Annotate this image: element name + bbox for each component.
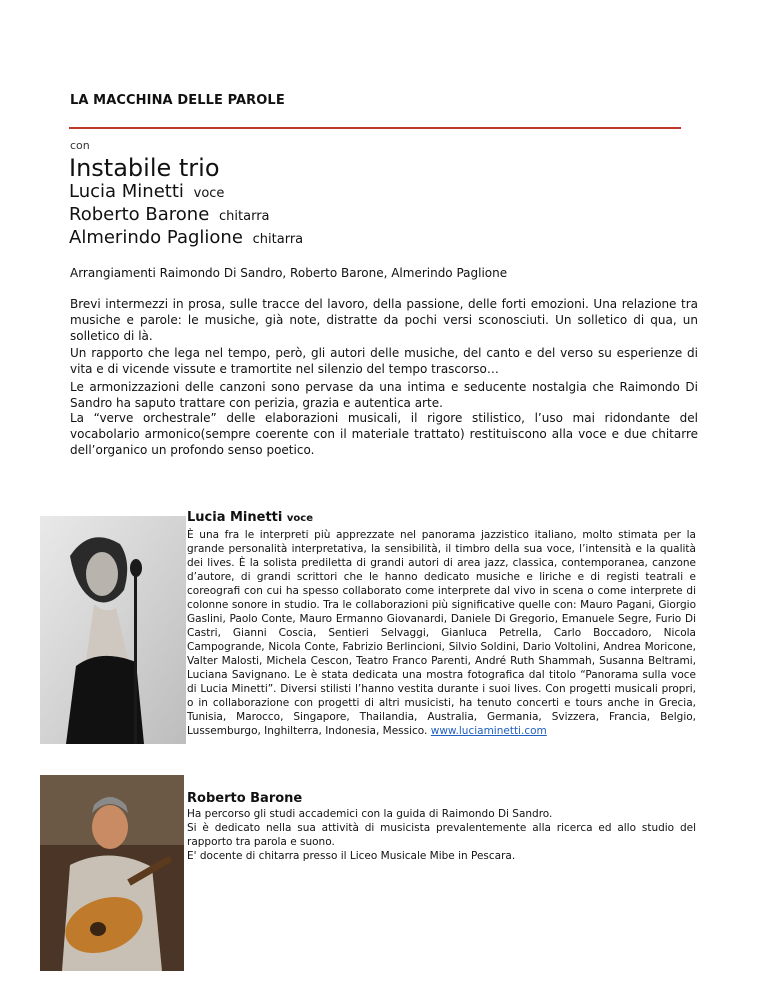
- bio-line: Ha percorso gli studi accademici con la guida di Raimondo Di Sandro.: [187, 808, 553, 820]
- intro-paragraph: Brevi intermezzi in prosa, sulle tracce del lavoro, della passione, delle forti emozioni. Una relazione tra musiche e parole: le musiche, già note, distratte da pochi versi sconosciuti. Un solletico di qua, un solletico di là.: [70, 297, 698, 343]
- member-line: [69, 181, 224, 205]
- bio-name-lucia: [187, 510, 313, 525]
- document-title: LA MACCHINA DELLE PAROLE: [70, 93, 285, 108]
- lucia-minetti-photo: [40, 516, 186, 744]
- member-role: chitarra: [252, 232, 304, 247]
- bio-text-roberto: [187, 807, 696, 863]
- bio-line: Si è dedicato nella sua attività di musicista prevalentemente alla ricerca ed allo studio del rapporto tra parola e suono.: [187, 822, 696, 848]
- website-link[interactable]: www.luciaminetti.com: [430, 725, 547, 737]
- member-name: Almerindo Paglione: [69, 227, 243, 248]
- member-role: voce: [193, 186, 225, 201]
- member-line: [69, 227, 303, 251]
- member-name: Roberto Barone: [69, 204, 210, 225]
- bio-body: È una fra le interpreti più apprezzate nel panorama jazzistico italiano, molto stimata per la grande personalità interpretativa, la sensibilità, il timbro della sua voce, l’intensità e la qualità dei lives. È la solista prediletta di grandi autori di area jazz, classica, contemporanea, canzone d’autore, di grandi scrittori che le hanno dedicato musiche e liriche e di registi teatrali e coreografi con cui ha spesso collaborato come interprete dal vivo in scena o come interprete di colonne sonore in studio. Tra le collaborazioni più significative quelle con: Mauro Pagani, Giorgio Gaslini, Paolo Conte, Mauro Ermanno Giovanardi, Daniele Di Gregorio, Emanuele Segre, Furio Di Castri, Gianni Coscia, Sentieri Selvaggi, Gianluca Petrella, Carlo Boccadoro, Nicola Campogrande, Nicola Conte, Fabrizio Berlincioni, Silvio Soldini, Dario Voltolini, Andrea Moricone, Valter Malosti, Michela Cescon, Teatro Franco Parenti, André Ruth Shammah, Susanna Beltrami, Luciana Savignano. Le è stata dedicata una mostra fotografica dal titolo “Panorama sulla voce di Lucia Minetti”. Diversi stilisti l’hanno vestita durante i suoi lives. Con progetti musicali propri, o in collaborazione con progetti di altri musicisti, ha tenuto concerti e tours anche in Grecia, Tunisia, Marocco, Singapore, Thailandia, Australia, Germania, Svizzera, Francia, Belgio, Lussemburgo, Inghilterra, Indonesia, Messico.: [187, 529, 696, 737]
- bio-role-text: voce: [286, 513, 313, 524]
- bio-text-lucia: [187, 528, 696, 738]
- ensemble-name: Instabile trio: [69, 154, 220, 182]
- intro-paragraph: Le armonizzazioni delle canzoni sono pervase da una intima e seducente nostalgia che Raimondo Di Sandro ha saputo trattare con perizia, grazia e autentica arte.: [70, 380, 698, 410]
- bio-line: E' docente di chitarra presso il Liceo Musicale Mibe in Pescara.: [187, 850, 516, 862]
- arrangements-credit: Arrangiamenti Raimondo Di Sandro, Roberto Barone, Almerindo Paglione: [70, 266, 508, 280]
- member-line: [69, 204, 270, 228]
- con-label: con: [70, 139, 90, 152]
- intro-paragraph: Un rapporto che lega nel tempo, però, gli autori delle musiche, del canto e del verso su esperienze di vita e di vicende vissute e tramortite nel silenzio del tempo trascorso…: [70, 346, 698, 376]
- member-name: Lucia Minetti: [69, 181, 184, 202]
- roberto-barone-photo: [40, 775, 184, 971]
- bio-name-text: Lucia Minetti: [187, 510, 283, 525]
- bio-name-roberto: Roberto Barone: [187, 791, 303, 806]
- title-divider: [69, 127, 681, 129]
- member-role: chitarra: [219, 209, 270, 224]
- intro-paragraph: La “verve orchestrale” delle elaborazioni musicali, il rigore stilistico, l’uso mai ridondante del vocabolario armonico(sempre coerente con il materiale trattato) restituiscono alla voce e due chitarre dell’organico un profondo senso poetico.: [70, 411, 698, 457]
